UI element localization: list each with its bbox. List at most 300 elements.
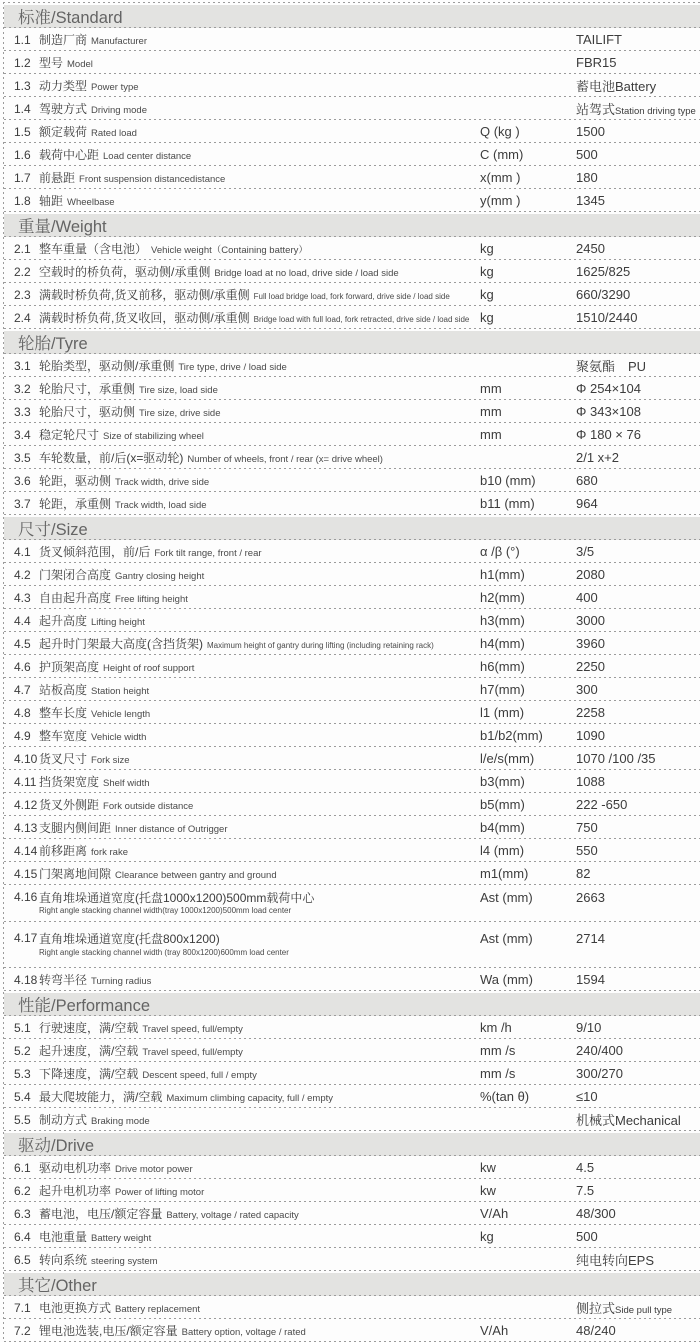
value-cell [576, 99, 700, 118]
spec-row-6.5 [4, 1248, 700, 1271]
spec-row-4.6 [4, 655, 700, 678]
value-cell [576, 797, 700, 812]
value-text: 2/1 x+2 [576, 450, 620, 465]
label-chinese: 满载时桥负荷,货叉收回，驱动侧/承重侧 [39, 311, 250, 325]
row-label [39, 819, 480, 836]
spec-row-4.2 [4, 563, 700, 586]
row-number: 6.2 [14, 1183, 31, 1198]
value-cell [576, 76, 700, 95]
value-cell [576, 590, 700, 605]
row-number: 4.6 [14, 659, 31, 674]
label-english: Battery weight [91, 1233, 152, 1244]
row-number: 4.5 [14, 636, 31, 651]
label-chinese: 驾驶方式 [39, 102, 88, 116]
row-label [39, 1111, 480, 1128]
row-number: 4.1 [14, 544, 31, 559]
label-chinese: 电池更换方式 [39, 1301, 112, 1315]
row-number: 2.3 [14, 287, 31, 302]
value-text: 1594 [576, 972, 605, 987]
unit-cell: mm /s [480, 1043, 516, 1058]
label-chinese: 行驶速度，满/空载 [39, 1021, 139, 1035]
row-label [39, 240, 480, 257]
value-cell [576, 1160, 700, 1175]
row-label [39, 472, 480, 489]
label-english: Station height [91, 686, 150, 697]
value-text: 48/240 [576, 1323, 616, 1338]
row-number: 4.11 [14, 774, 37, 789]
row-label [39, 169, 480, 186]
value-text: 750 [576, 820, 598, 835]
label-chinese: 车轮数量，前/后(x=驱动轮) [39, 451, 184, 465]
spec-row-1.4 [4, 97, 700, 120]
unit-cell: kw [480, 1183, 496, 1198]
row-number: 5.4 [14, 1089, 31, 1104]
value-cell [576, 659, 700, 674]
label-chinese: 电池重量 [39, 1230, 88, 1244]
value-cell [576, 124, 700, 139]
label-english: Size of stabilizing wheel [103, 431, 204, 442]
label-chinese: 型号 [39, 56, 64, 70]
value-text: 2080 [576, 567, 605, 582]
value-cell [576, 1183, 700, 1198]
unit-cell: Ast (mm) [480, 931, 533, 946]
label-chinese: 直角堆垛通道宽度(托盘1000x1200)500mm载荷中心 [39, 890, 315, 905]
unit-cell: α /β (°) [480, 544, 520, 559]
row-label [39, 612, 480, 629]
section-title: 标准/Standard [18, 9, 123, 27]
row-label [39, 123, 480, 140]
value-text: 500 [576, 147, 598, 162]
spec-row-4.9 [4, 724, 700, 747]
value-cell [576, 1110, 700, 1129]
row-number: 1.5 [14, 124, 31, 139]
row-label [39, 309, 480, 326]
label-english: Tire type, drive / load side [178, 362, 287, 373]
label-english: Height of roof support [103, 663, 195, 674]
row-number: 1.3 [14, 78, 31, 93]
row-label [39, 403, 480, 420]
unit-cell: kg [480, 310, 494, 325]
value-text: 660/3290 [576, 287, 631, 302]
unit-cell: b5(mm) [480, 797, 525, 812]
spec-row-1.5 [4, 120, 700, 143]
value-text: 2714 [576, 931, 605, 946]
label-english: steering system [91, 1256, 158, 1267]
spec-row-3.2 [4, 377, 700, 400]
spec-row-1.7 [4, 166, 700, 189]
value-cell [576, 381, 700, 396]
row-label [39, 1205, 480, 1222]
spec-table [4, 0, 700, 1342]
row-label [39, 891, 480, 917]
label-english: Free lifting height [115, 594, 188, 605]
value-text: 222 -650 [576, 797, 628, 812]
value-text: 4.5 [576, 1160, 595, 1175]
label-english: Load center distance [103, 151, 192, 162]
value-cell [576, 55, 700, 70]
value-text: 2258 [576, 705, 605, 720]
section-title: 重量/Weight [18, 218, 107, 236]
unit-cell: h3(mm) [480, 613, 525, 628]
value-cell [576, 866, 700, 881]
row-label [39, 31, 480, 48]
row-number: 2.4 [14, 310, 31, 325]
label-english: Rated load [91, 128, 137, 139]
row-label [39, 658, 480, 675]
row-label [39, 543, 480, 560]
label-english: Maximum height of gantry during lifting (including retaining rack) [207, 641, 434, 650]
row-label [39, 1299, 480, 1316]
value-cell [576, 356, 700, 375]
spec-row-3.3 [4, 400, 700, 423]
spec-row-4.3 [4, 586, 700, 609]
label-english: Drive motor power [115, 1164, 193, 1175]
spec-row-7.1 [4, 1296, 700, 1319]
unit-cell: kg [480, 264, 494, 279]
row-number: 6.3 [14, 1206, 31, 1221]
label-chinese: 整车宽度 [39, 729, 88, 743]
unit-cell: Q (kg ) [480, 124, 520, 139]
value-text: 侧拉式 [576, 1301, 616, 1316]
row-number: 4.14 [14, 843, 38, 858]
value-cell [576, 1089, 700, 1104]
label-chinese: 最大爬坡能力，满/空载 [39, 1090, 163, 1104]
label-english: Maximum climbing capacity, full / empty [166, 1093, 333, 1104]
unit-cell: h4(mm) [480, 636, 525, 651]
label-english: Fork tilt range, front / rear [154, 548, 262, 559]
label-english: Track width, drive side [115, 477, 210, 488]
value-text: 240/400 [576, 1043, 623, 1058]
row-label [39, 54, 480, 71]
row-number: 1.8 [14, 193, 31, 208]
row-number: 1.6 [14, 147, 31, 162]
row-label [39, 971, 480, 988]
value-cell [576, 1066, 700, 1081]
row-number: 4.8 [14, 705, 31, 720]
value-cell [576, 170, 700, 185]
section-title: 尺寸/Size [18, 521, 88, 539]
section-title: 其它/Other [18, 1277, 97, 1295]
row-label [39, 357, 480, 374]
value-text: 纯电转向EPS [576, 1253, 655, 1268]
label-english: Tire size, drive side [139, 408, 221, 419]
value-cell [576, 1229, 700, 1244]
value-text: 300 [576, 682, 598, 697]
value-text: 9/10 [576, 1020, 602, 1035]
value-text: 964 [576, 496, 598, 511]
label-chinese: 前移距离 [39, 844, 88, 858]
unit-cell: kg [480, 1229, 494, 1244]
label-english: Model [67, 59, 93, 70]
row-label [39, 100, 480, 117]
label-chinese: 制动方式 [39, 1113, 88, 1127]
label-chinese: 锂电池选装,电压/额定容量 [39, 1324, 178, 1338]
value-cell [576, 972, 700, 987]
row-label [39, 495, 480, 512]
section-header-drive [4, 1133, 700, 1156]
label-chinese: 轮距，承重侧 [39, 497, 112, 511]
label-chinese: 起升时门架最大高度(含挡货架) [39, 637, 203, 651]
table-top-border [3, 2, 700, 3]
row-number: 4.16 [14, 890, 38, 904]
value-cell [576, 241, 700, 256]
value-text: 3/5 [576, 544, 595, 559]
value-cell [576, 1020, 700, 1035]
label-english: Battery, voltage / rated capacity [166, 1210, 299, 1221]
spec-row-2.1 [4, 237, 700, 260]
value-text: 聚氨酯 PU [576, 359, 647, 374]
label-english: Tire size, load side [139, 385, 218, 396]
value-text: 蓄电池Battery [576, 79, 657, 94]
value-cell [576, 705, 700, 720]
label-english: Vehicle weight（Containing battery） [151, 245, 308, 256]
row-label [39, 750, 480, 767]
label-chinese: 载荷中心距 [39, 148, 100, 162]
row-label [39, 146, 480, 163]
value-cell [576, 820, 700, 835]
spec-row-1.6 [4, 143, 700, 166]
spec-row-5.3 [4, 1062, 700, 1085]
spec-row-3.4 [4, 423, 700, 446]
unit-cell: x(mm ) [480, 170, 521, 185]
row-number: 4.15 [14, 866, 38, 881]
spec-row-3.6 [4, 469, 700, 492]
spec-row-4.14 [4, 839, 700, 862]
value-cell [576, 1298, 700, 1317]
value-text: 680 [576, 473, 598, 488]
row-number: 5.5 [14, 1112, 31, 1127]
spec-row-5.1 [4, 1016, 700, 1039]
value-text: Φ 343×108 [576, 404, 641, 419]
spec-row-4.12 [4, 793, 700, 816]
row-label [39, 727, 480, 744]
value-cell [576, 427, 700, 442]
label-english: Fork size [91, 755, 130, 766]
spec-row-2.3 [4, 283, 700, 306]
label-english: Full load bridge load, fork forward, drive side / load side [253, 292, 450, 301]
spec-row-2.4 [4, 306, 700, 329]
row-number: 4.2 [14, 567, 31, 582]
label-english: Power type [91, 82, 139, 93]
value-text: 2663 [576, 890, 605, 905]
row-number: 4.18 [14, 972, 38, 987]
value-text: 1070 /100 /35 [576, 751, 656, 766]
spec-row-4.13 [4, 816, 700, 839]
value-text: 1088 [576, 774, 605, 789]
unit-cell: h2(mm) [480, 590, 525, 605]
label-english: Manufacturer [91, 36, 147, 47]
unit-cell: b10 (mm) [480, 473, 536, 488]
label-chinese: 站板高度 [39, 683, 88, 697]
value-cell [576, 147, 700, 162]
row-label [39, 1159, 480, 1176]
unit-cell: mm [480, 381, 502, 396]
section-title: 驱动/Drive [18, 1137, 95, 1155]
row-label [39, 426, 480, 443]
label-chinese: 转向系统 [39, 1253, 88, 1267]
row-number: 4.7 [14, 682, 31, 697]
spec-row-6.4 [4, 1225, 700, 1248]
spec-row-4.5 [4, 632, 700, 655]
unit-cell: y(mm ) [480, 193, 521, 208]
row-number: 3.5 [14, 450, 31, 465]
unit-cell: V/Ah [480, 1323, 509, 1338]
unit-cell: l4 (mm) [480, 843, 525, 858]
row-label [39, 635, 480, 652]
label-chinese: 稳定轮尺寸 [39, 428, 100, 442]
value-cell [576, 496, 700, 511]
label-chinese: 轮距，驱动侧 [39, 474, 112, 488]
row-label [39, 932, 480, 958]
label-english: Travel speed, full/empty [142, 1047, 243, 1058]
value-cell [576, 751, 700, 766]
unit-cell: kg [480, 287, 494, 302]
row-number: 6.1 [14, 1160, 31, 1175]
value-cell [576, 404, 700, 419]
label-chinese: 转弯半径 [39, 973, 88, 987]
spec-row-6.2 [4, 1179, 700, 1202]
label-english: Right angle stacking channel width(tray 1000x1200)500mm load center [39, 906, 292, 916]
label-chinese: 自由起升高度 [39, 591, 112, 605]
value-cell [576, 843, 700, 858]
label-english: Driving mode [91, 105, 147, 116]
row-label [39, 449, 480, 466]
label-english: Shelf width [103, 778, 150, 789]
label-english: Inner distance of Outrigger [115, 824, 228, 835]
value-text: Φ 254×104 [576, 381, 641, 396]
unit-cell: m1(mm) [480, 866, 529, 881]
row-label [39, 263, 480, 280]
value-text: FBR15 [576, 55, 617, 70]
value-cell [576, 682, 700, 697]
unit-cell: h1(mm) [480, 567, 525, 582]
spec-row-6.3 [4, 1202, 700, 1225]
spec-row-4.8 [4, 701, 700, 724]
row-number: 2.1 [14, 241, 31, 256]
label-chinese: 货叉外侧距 [39, 798, 100, 812]
value-text: 300/270 [576, 1066, 623, 1081]
section-title: 性能/Performance [18, 997, 151, 1015]
value-text: 400 [576, 590, 598, 605]
row-number: 4.10 [14, 751, 38, 766]
row-label [39, 1182, 480, 1199]
value-cell [576, 1250, 700, 1269]
value-cell [576, 264, 700, 279]
label-chinese: 轮胎尺寸，驱动侧 [39, 405, 136, 419]
unit-cell: h6(mm) [480, 659, 525, 674]
label-english: Descent speed, full / empty [142, 1070, 257, 1081]
label-chinese: 轮胎类型，驱动侧/承重侧 [39, 359, 175, 373]
value-cell [576, 310, 700, 325]
row-label [39, 1088, 480, 1105]
label-english: fork rake [91, 847, 128, 858]
spec-row-4.15 [4, 862, 700, 885]
row-number: 3.3 [14, 404, 31, 419]
value-text: TAILIFT [576, 32, 622, 47]
value-text: Φ 180 × 76 [576, 427, 641, 442]
label-english: Braking mode [91, 1116, 150, 1127]
section-header-tyre [4, 331, 700, 354]
value-text: 1510/2440 [576, 310, 638, 325]
label-chinese: 轮胎尺寸，承重侧 [39, 382, 136, 396]
unit-cell: kw [480, 1160, 496, 1175]
row-label [39, 681, 480, 698]
value-text: 7.5 [576, 1183, 595, 1198]
spec-row-1.2 [4, 51, 700, 74]
label-chinese: 挡货架宽度 [39, 775, 100, 789]
row-label [39, 589, 480, 606]
value-text: 48/300 [576, 1206, 616, 1221]
label-english: Bridge load at no load, drive side / load side [214, 268, 399, 279]
unit-cell: V/Ah [480, 1206, 509, 1221]
section-title: 轮胎/Tyre [18, 335, 88, 353]
spec-row-3.1 [4, 354, 700, 377]
value-cell [576, 1323, 700, 1338]
value-text: 1625/825 [576, 264, 631, 279]
section-header-other [4, 1273, 700, 1296]
spec-row-2.2 [4, 260, 700, 283]
label-chinese: 驱动电机功率 [39, 1161, 112, 1175]
row-number: 6.4 [14, 1229, 31, 1244]
value-cell [576, 613, 700, 628]
value-cell [576, 931, 700, 946]
row-label [39, 1019, 480, 1036]
spec-row-1.1 [4, 28, 700, 51]
row-number: 4.13 [14, 820, 38, 835]
value-text: 机械式Mechanical [576, 1113, 681, 1128]
label-chinese: 门架离地间隙 [39, 867, 112, 881]
label-chinese: 货叉尺寸 [39, 752, 88, 766]
row-number: 7.1 [14, 1300, 31, 1315]
unit-cell: mm [480, 427, 502, 442]
row-number: 4.3 [14, 590, 31, 605]
row-number: 4.9 [14, 728, 31, 743]
section-header-performance [4, 993, 700, 1016]
row-number: 3.2 [14, 381, 31, 396]
value-text: 3000 [576, 613, 605, 628]
row-number: 2.2 [14, 264, 31, 279]
label-chinese: 起升电机功率 [39, 1184, 112, 1198]
spec-row-7.2 [4, 1319, 700, 1342]
value-cell [576, 567, 700, 582]
row-label [39, 1322, 480, 1339]
label-english: Front suspension distancedistance [79, 174, 226, 185]
label-english: Battery replacement [115, 1304, 201, 1315]
unit-cell: %(tan θ) [480, 1089, 530, 1104]
label-chinese: 满载时桥负荷,货叉前移，驱动侧/承重侧 [39, 288, 250, 302]
label-chinese: 支腿内侧间距 [39, 821, 112, 835]
unit-cell: h7(mm) [480, 682, 525, 697]
label-chinese: 起升速度，满/空载 [39, 1044, 139, 1058]
label-chinese: 直角堆垛通道宽度(托盘800x1200) [39, 932, 220, 946]
row-number: 5.3 [14, 1066, 31, 1081]
section-header-standard [4, 5, 700, 28]
value-cell [576, 544, 700, 559]
value-text: 550 [576, 843, 598, 858]
value-text-small: Side pull type [615, 1305, 673, 1316]
row-number: 5.2 [14, 1043, 31, 1058]
label-english: Clearance between gantry and ground [115, 870, 277, 881]
value-cell [576, 450, 700, 465]
label-chinese: 轴距 [39, 194, 64, 208]
row-label [39, 1228, 480, 1245]
label-english: Right angle stacking channel width (tray 800x1200)600mm load center [39, 947, 289, 957]
row-number: 3.1 [14, 358, 31, 373]
label-english: Travel speed, full/empty [142, 1024, 243, 1035]
row-label [39, 77, 480, 94]
row-label [39, 380, 480, 397]
value-text: 2250 [576, 659, 605, 674]
